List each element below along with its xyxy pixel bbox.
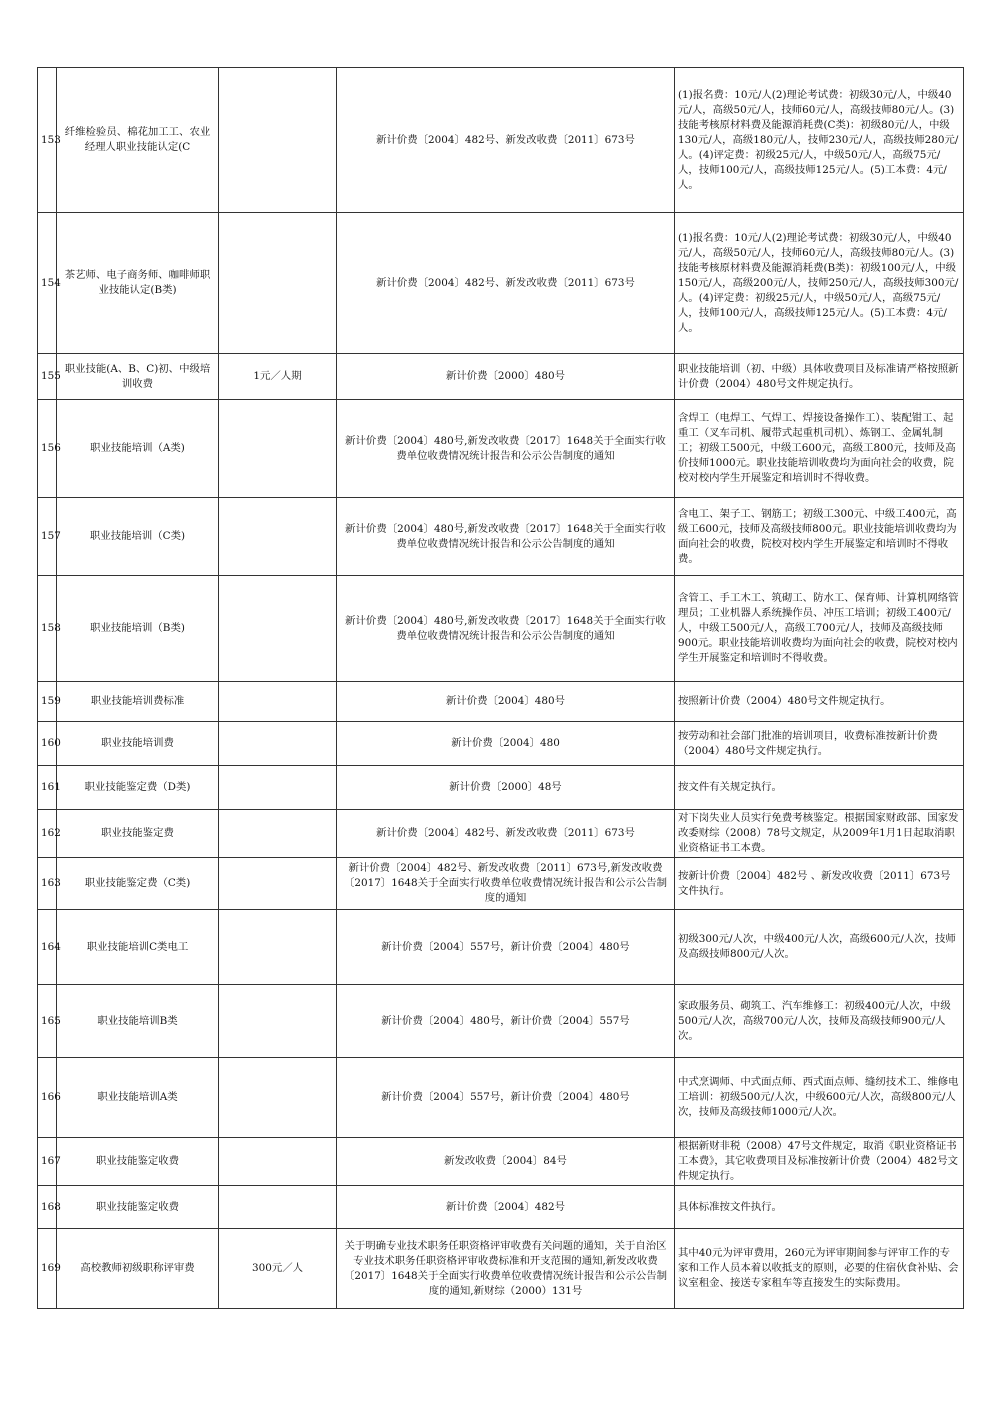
- table-row: [38, 400, 964, 498]
- table-row: [38, 68, 964, 213]
- item-name: 职业技能培训费: [57, 722, 219, 766]
- fee-standard: [219, 810, 337, 858]
- fee-basis: 新计价费〔2004〕480号,新发改收费〔2017〕1648关于全面实行收费单位收费情况统计报告和公示公告制度的通知: [337, 400, 675, 498]
- fee-standard: [219, 722, 337, 766]
- fee-note: 对下岗失业人员实行免费考核鉴定。根据国家财政部、国家发改委财综（2008）78号文规定，从2009年1月1日起取消职业资格证书工本费。: [675, 810, 964, 858]
- table-row: [38, 722, 964, 766]
- fee-basis: 新计价费〔2004〕482号、新发改收费〔2011〕673号: [337, 810, 675, 858]
- row-number: 165: [38, 985, 57, 1058]
- table-row: [38, 1138, 964, 1186]
- table-row: [38, 910, 964, 985]
- fee-standard: [219, 498, 337, 576]
- table-row: [38, 576, 964, 682]
- fee-basis: 新计价费〔2004〕482号、新发改收费〔2011〕673号: [337, 213, 675, 354]
- fee-note: 按新计价费〔2004〕482号 、新发改收费〔2011〕673号文件执行。: [675, 858, 964, 910]
- fee-standard: 300元／人: [219, 1229, 337, 1309]
- item-name: 职业技能鉴定费（C类): [57, 858, 219, 910]
- fee-standard: [219, 682, 337, 722]
- fee-table: [37, 67, 964, 1309]
- fee-standard: [219, 576, 337, 682]
- fee-note: 中式烹调师、中式面点师、西式面点师、缝纫技术工、维修电工培训：初级500元/人次，中级600元/人次，高级800元/人次，技师及高级技师1000元/人次。: [675, 1058, 964, 1138]
- item-name: 茶艺师、电子商务师、咖啡师职业技能认定(B类): [57, 213, 219, 354]
- fee-note: 其中40元为评审费用，260元为评审期间参与评审工作的专家和工作人员本着以收抵支的原则，必要的住宿伙食补贴、会议室租金、接送专家租车等直接发生的实际费用。: [675, 1229, 964, 1309]
- fee-basis: 关于明确专业技术职务任职资格评审收费有关问题的通知，关于自治区专业技术职务任职资格评审收费标准和开支范围的通知,新发改收费〔2017〕1648关于全面实行收费单位收费情况统计报告和公示公告制度的通知,新财综（2000）131号: [337, 1229, 675, 1309]
- row-number: 158: [38, 576, 57, 682]
- fee-note: 按照新计价费（2004）480号文件规定执行。: [675, 682, 964, 722]
- item-name: 高校教师初级职称评审费: [57, 1229, 219, 1309]
- row-number: 164: [38, 910, 57, 985]
- fee-note: 含焊工（电焊工、气焊工、焊接设备操作工）、装配钳工、起重工（叉车司机、履带式起重机司机）、炼钢工、金属轧制工；初级工500元，中级工600元，高级工800元，技师及高价技师1000元。职业技能培训收费均为面向社会的收费，院校对校内学生开展鉴定和培训时不得收费。: [675, 400, 964, 498]
- row-number: 153: [38, 68, 57, 213]
- item-name: 职业技能培训（B类): [57, 576, 219, 682]
- row-number: 166: [38, 1058, 57, 1138]
- fee-basis: 新计价费〔2004〕480号,新发改收费〔2017〕1648关于全面实行收费单位收费情况统计报告和公示公告制度的通知: [337, 498, 675, 576]
- item-name: 职业技能鉴定收费: [57, 1138, 219, 1186]
- fee-note: 按文件有关规定执行。: [675, 766, 964, 810]
- fee-standard: [219, 213, 337, 354]
- item-name: 职业技能培训B类: [57, 985, 219, 1058]
- fee-standard: [219, 400, 337, 498]
- fee-note: (1)报名费：10元/人(2)理论考试费：初级30元/人，中级40元/人，高级50元/人，技师60元/人，高级技师80元/人。(3)技能考核原材料费及能源消耗费(C类)：初级80元/人，中级130元/人，高级180元/人，技师230元/人，高级技师280元/人。(4)评定费：初级25元/人，中级50元/人，高级75元/人，技师100元/人，高级技师125元/人。(5)工本费：4元/人。: [675, 68, 964, 213]
- table-row: [38, 1186, 964, 1229]
- item-name: 职业技能鉴定费（D类): [57, 766, 219, 810]
- item-name: 职业技能培训C类电工: [57, 910, 219, 985]
- fee-note: 含电工、架子工、钢筋工；初级工300元、中级工400元，高级工600元，技师及高级技师800元。职业技能培训收费均为面向社会的收费，院校对校内学生开展鉴定和培训时不得收费。: [675, 498, 964, 576]
- fee-note: 具体标准按文件执行。: [675, 1186, 964, 1229]
- fee-standard: 1元／人期: [219, 354, 337, 400]
- fee-note: 职业技能培训（初、中级）具体收费项目及标准请严格按照新计价费（2004）480号文件规定执行。: [675, 354, 964, 400]
- fee-basis: 新计价费〔2004〕480: [337, 722, 675, 766]
- fee-basis: 新计价费〔2004〕480号，新计价费〔2004〕557号: [337, 985, 675, 1058]
- fee-standard: [219, 858, 337, 910]
- table-row: [38, 810, 964, 858]
- table-row: [38, 1058, 964, 1138]
- fee-basis: 新计价费〔2004〕557号，新计价费〔2004〕480号: [337, 910, 675, 985]
- fee-basis: 新计价费〔2004〕482号: [337, 1186, 675, 1229]
- fee-note: (1)报名费：10元/人(2)理论考试费：初级30元/人，中级40元/人，高级50元/人，技师60元/人，高级技师80元/人。(3)技能考核原材料费及能源消耗费(B类)：初级100元/人，中级150元/人，高级200元/人，技师250元/人，高级技师300元/人。(4)评定费：初级25元/人，中级50元/人，高级75元/人，技师100元/人，高级技师125元/人。(5)工本费：4元/人。: [675, 213, 964, 354]
- table-row: [38, 766, 964, 810]
- item-name: 纤维检验员、棉花加工工、农业经理人职业技能认定(C: [57, 68, 219, 213]
- table-row: [38, 985, 964, 1058]
- item-name: 职业技能培训（C类): [57, 498, 219, 576]
- table-row: [38, 1229, 964, 1309]
- item-name: 职业技能鉴定收费: [57, 1186, 219, 1229]
- fee-note: 含管工、手工木工、筑砌工、防水工、保育师、计算机网络管理员；工业机器人系统操作员、冲压工培训；初级工400元/人，中级工500元/人，高级工700元/人，技师及高级技师900元。职业技能培训收费均为面向社会的收费，院校对校内学生开展鉴定和培训时不得收费。: [675, 576, 964, 682]
- fee-basis: 新计价费〔2004〕480号,新发改收费〔2017〕1648关于全面实行收费单位收费情况统计报告和公示公告制度的通知: [337, 576, 675, 682]
- fee-standard: [219, 766, 337, 810]
- fee-note: 根据新财非税（2008）47号文件规定，取消《职业资格证书工本费》，其它收费项目及标准按新计价费（2004）482号文件规定执行。: [675, 1138, 964, 1186]
- row-number: 163: [38, 858, 57, 910]
- row-number: 168: [38, 1186, 57, 1229]
- row-number: 160: [38, 722, 57, 766]
- fee-basis: 新计价费〔2004〕482号、新发改收费〔2011〕673号: [337, 68, 675, 213]
- row-number: 155: [38, 354, 57, 400]
- row-number: 162: [38, 810, 57, 858]
- fee-standard: [219, 68, 337, 213]
- fee-note: 初级300元/人次，中级400元/人次，高级600元/人次，技师及高级技师800元/人次。: [675, 910, 964, 985]
- item-name: 职业技能鉴定费: [57, 810, 219, 858]
- fee-table-body: [38, 68, 964, 1309]
- fee-standard: [219, 1058, 337, 1138]
- fee-note: 家政服务员、砌筑工、汽车维修工：初级400元/人次，中级500元/人次，高级700元/人次，技师及高级技师900元/人次。: [675, 985, 964, 1058]
- row-number: 154: [38, 213, 57, 354]
- row-number: 156: [38, 400, 57, 498]
- fee-basis: 新计价费〔2000〕480号: [337, 354, 675, 400]
- fee-basis: 新计价费〔2004〕557号，新计价费〔2004〕480号: [337, 1058, 675, 1138]
- row-number: 167: [38, 1138, 57, 1186]
- fee-basis: 新发改收费〔2004〕84号: [337, 1138, 675, 1186]
- fee-standard: [219, 985, 337, 1058]
- row-number: 157: [38, 498, 57, 576]
- fee-basis: 新计价费〔2004〕482号、新发改收费〔2011〕673号,新发改收费〔2017〕1648关于全面实行收费单位收费情况统计报告和公示公告制度的通知: [337, 858, 675, 910]
- fee-note: 按劳动和社会部门批准的培训项目，收费标准按新计价费（2004）480号文件规定执行。: [675, 722, 964, 766]
- table-row: [38, 213, 964, 354]
- row-number: 161: [38, 766, 57, 810]
- table-row: [38, 682, 964, 722]
- row-number: 159: [38, 682, 57, 722]
- item-name: 职业技能培训费标准: [57, 682, 219, 722]
- fee-basis: 新计价费〔2004〕480号: [337, 682, 675, 722]
- fee-basis: 新计价费〔2000〕48号: [337, 766, 675, 810]
- item-name: 职业技能培训（A类): [57, 400, 219, 498]
- table-row: [38, 354, 964, 400]
- fee-standard: [219, 910, 337, 985]
- row-number: 169: [38, 1229, 57, 1309]
- item-name: 职业技能(A、B、C)初、中级培训收费: [57, 354, 219, 400]
- fee-standard: [219, 1186, 337, 1229]
- table-row: [38, 498, 964, 576]
- item-name: 职业技能培训A类: [57, 1058, 219, 1138]
- table-row: [38, 858, 964, 910]
- fee-standard: [219, 1138, 337, 1186]
